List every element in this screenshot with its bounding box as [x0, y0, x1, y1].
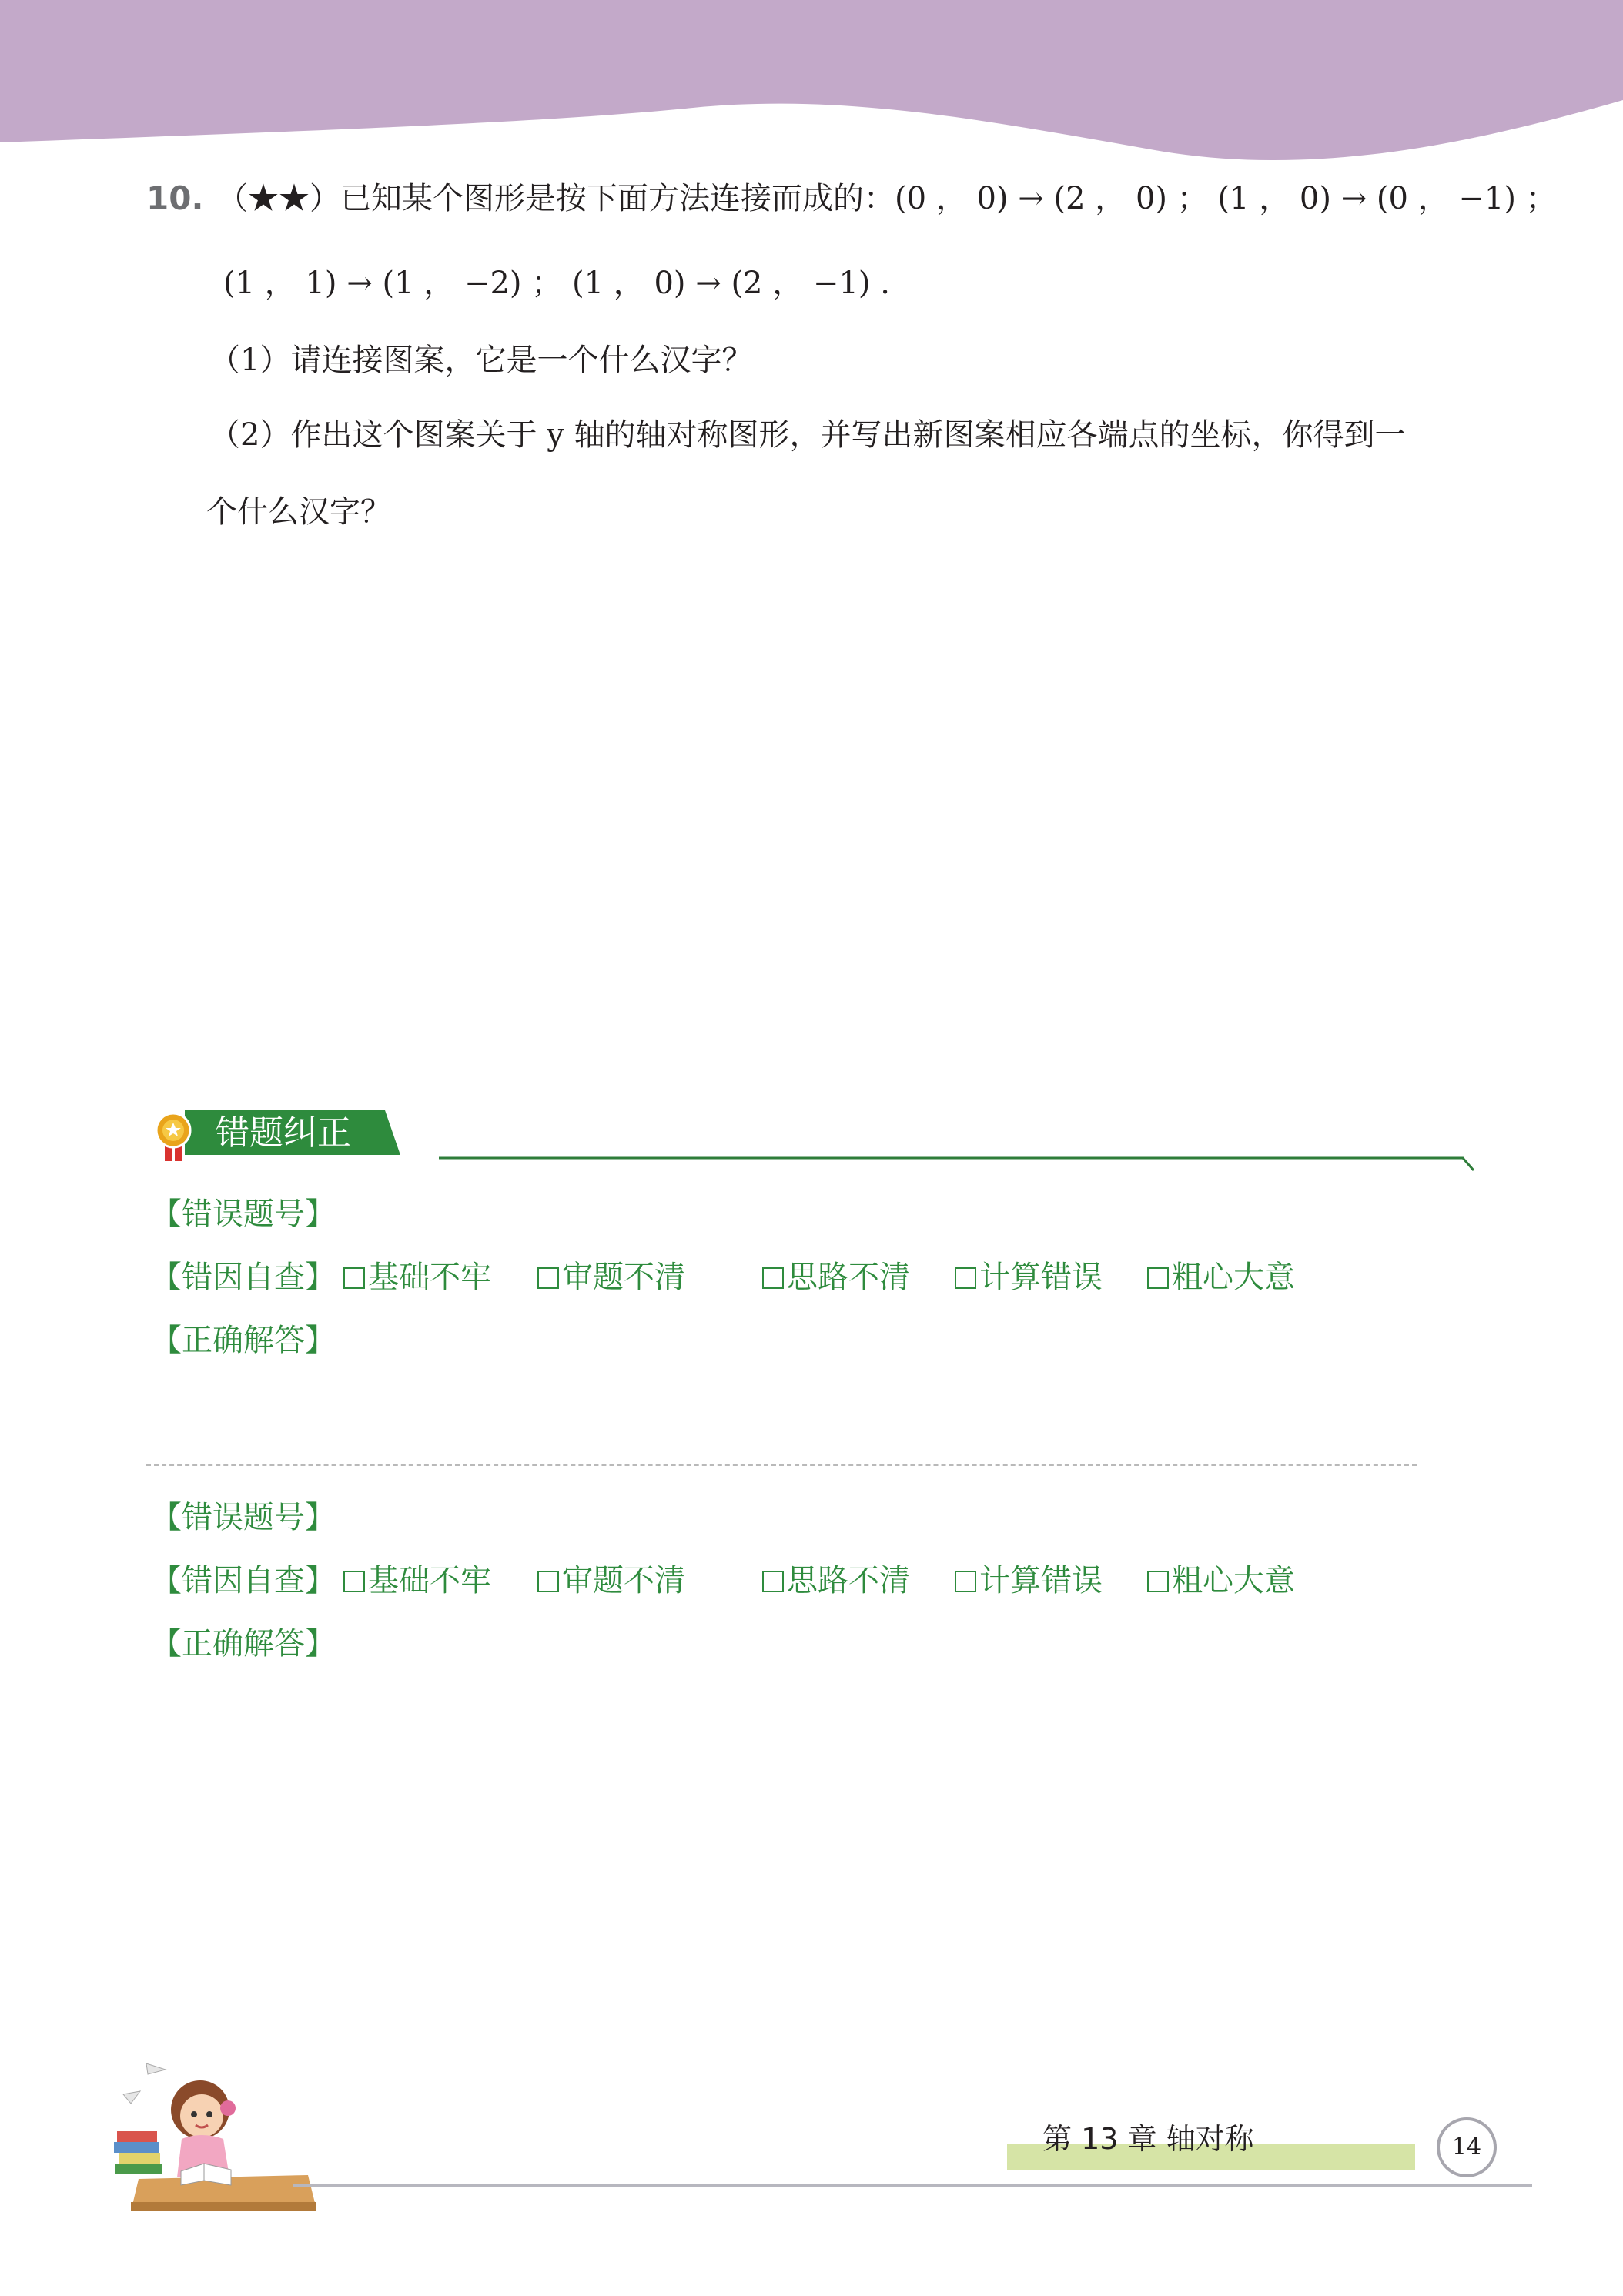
- checkbox-icon[interactable]: [1147, 1267, 1169, 1289]
- checkbox-option[interactable]: 思路不清: [762, 1258, 910, 1297]
- correct-answer-label: 【正确解答】: [151, 1323, 336, 1358]
- checkbox-icon[interactable]: [955, 1571, 976, 1592]
- question-part-2-continued: 个什么汉字？: [206, 494, 391, 530]
- checkbox-option[interactable]: 审题不清: [537, 1258, 685, 1297]
- section-header: [154, 1099, 1478, 1176]
- checkbox-option[interactable]: 审题不清: [537, 1561, 685, 1600]
- checkbox-icon[interactable]: [955, 1267, 976, 1289]
- checkbox-icon[interactable]: [537, 1267, 559, 1289]
- checkbox-icon[interactable]: [762, 1571, 784, 1592]
- checkbox-icon[interactable]: [1147, 1571, 1169, 1592]
- error-question-no-label: 【错误题号】: [151, 1197, 336, 1232]
- question-number: 10.: [146, 179, 204, 217]
- checkbox-option[interactable]: 粗心大意: [1147, 1258, 1295, 1297]
- checkbox-option[interactable]: 粗心大意: [1147, 1561, 1295, 1600]
- footer-rule: [293, 2184, 1532, 2187]
- checkbox-icon[interactable]: [343, 1267, 365, 1289]
- question-part-2: （2）作出这个图案关于 y 轴的轴对称图形，并写出新图案相应各端点的坐标，你得到一: [209, 417, 1406, 453]
- checkbox-option[interactable]: 基础不牢: [343, 1258, 491, 1297]
- correct-answer-label: 【正确解答】: [151, 1626, 336, 1662]
- error-cause-label: 【错因自查】: [151, 1260, 336, 1295]
- checkbox-icon[interactable]: [537, 1571, 559, 1592]
- page-number: 14: [1451, 2134, 1482, 2160]
- checkbox-icon[interactable]: [762, 1267, 784, 1289]
- footer-chapter-title: 第 13 章 轴对称: [1042, 2122, 1254, 2156]
- checkbox-option[interactable]: 计算错误: [955, 1258, 1103, 1297]
- checkbox-option[interactable]: 计算错误: [955, 1561, 1103, 1600]
- question-part-1: （1）请连接图案，它是一个什么汉字？: [209, 343, 753, 378]
- checkbox-option[interactable]: 思路不清: [762, 1561, 910, 1600]
- dashed-divider: [146, 1464, 1417, 1466]
- girl-reading-illustration-icon: [108, 2048, 323, 2217]
- section-title: 错题纠正: [216, 1113, 351, 1153]
- checkbox-option[interactable]: 基础不牢: [343, 1561, 491, 1600]
- question-text-line-1: （★★）已知某个图形是按下面方法连接而成的：(0 ， 0) → (2 ， 0) ； (1 ， 0) → (0 ， −1) ；: [217, 181, 1557, 216]
- checkbox-icon[interactable]: [343, 1571, 365, 1592]
- question-text-line-2: (1 ， 1) → (1 ， −2) ； (1 ， 0) → (2 ， −1) .: [223, 266, 890, 301]
- page-number-badge: [1437, 2117, 1497, 2177]
- error-cause-label: 【错因自查】: [151, 1563, 336, 1598]
- top-wave-banner: [0, 0, 1623, 169]
- error-question-no-label: 【错误题号】: [151, 1500, 336, 1535]
